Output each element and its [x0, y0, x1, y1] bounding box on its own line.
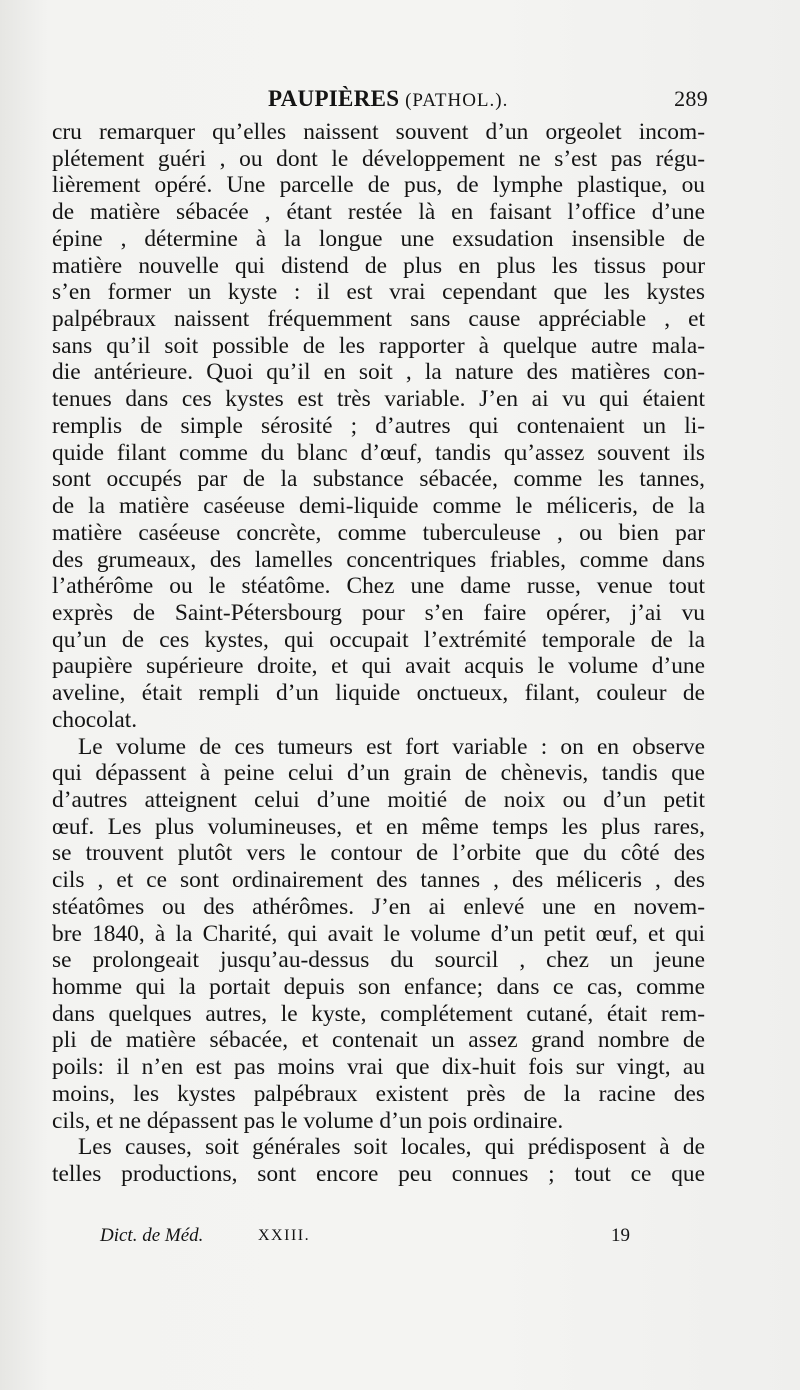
text-line: des grumeaux, des lamelles concentriques friables, comme dans: [52, 546, 705, 573]
text-line: de la matière caséeuse demi-liquide comme le méliceris, de la: [52, 493, 705, 520]
header-title-main: PAUPIÈRES: [268, 86, 400, 111]
text-line: d’autres atteignent celui d’une moitié de noix ou d’un petit: [52, 786, 705, 813]
text-line: remplis de simple sérosité ; d’autres qui contenaient un li-: [52, 412, 705, 439]
text-line: matière nouvelle qui distend de plus en plus les tissus pour: [52, 252, 705, 279]
text-line: bre 1840, à la Charité, qui avait le volume d’un petit œuf, et qui: [52, 920, 705, 947]
text-line: cru remarquer qu’elles naissent souvent d’un orgeolet incom-: [52, 119, 705, 145]
footer-signature: Dict. de Méd.: [100, 1225, 204, 1246]
text-line: homme qui la portait depuis son enfance; dans ce cas, comme: [52, 974, 705, 1000]
text-line: matière caséeuse concrète, comme tuberculeuse , ou bien par: [52, 519, 705, 546]
text-line: se trouvent plutôt vers le contour de l’orbite que du côté des: [52, 840, 705, 867]
text-line: œuf. Les plus volumineuses, et en même temps les plus rares,: [52, 813, 705, 840]
text-line: palpébraux naissent fréquemment sans cause appréciable , et: [52, 306, 705, 333]
footer-volume: XXIII.: [258, 1227, 311, 1244]
page-number: 289: [674, 86, 708, 111]
running-header: [268, 86, 708, 116]
text-line: exprès de Saint-Pétersbourg pour s’en faire opérer, j’ai vu: [52, 599, 705, 626]
text-line: moins, les kystes palpébraux existent près de la racine des: [52, 1080, 705, 1107]
text-line: sont occupés par de la substance sébacée, comme les tannes,: [52, 466, 705, 493]
body-text: [52, 119, 705, 1188]
text-line: de matière sébacée , étant restée là en faisant l’office d’une: [52, 199, 705, 226]
text-line: paupière supérieure droite, et qui avait acquis le volume d’une: [52, 653, 705, 680]
text-line: quide filant comme du blanc d’œuf, tandis qu’assez souvent ils: [52, 439, 705, 466]
text-line: stéatômes ou des athérômes. J’en ai enlevé une en novem-: [52, 893, 705, 920]
text-line: plétement guéri , ou dont le développement ne s’est pas régu-: [52, 145, 705, 172]
text-line: poils: il n’en est pas moins vrai que dix-huit fois sur vingt, au: [52, 1054, 705, 1081]
text-line: Le volume de ces tumeurs est fort variable : on en observe: [78, 733, 705, 760]
text-line: cils, et ne dépassent pas le volume d’un pois ordinaire.: [52, 1107, 564, 1134]
header-title: [268, 86, 508, 112]
text-line: dans quelques autres, le kyste, complétement cutané, était rem-: [52, 1000, 705, 1027]
text-line: telles productions, sont encore peu connues ; tout ce que: [52, 1161, 705, 1188]
text-line: se prolongeait jusqu’au-dessus du sourcil , chez un jeune: [52, 947, 705, 974]
text-line: die antérieure. Quoi qu’il en soit , la nature des matières con-: [52, 359, 705, 386]
text-line: qu’un de ces kystes, qui occupait l’extrémité temporale de la: [52, 626, 705, 653]
footer-sheet-number: 19: [611, 1225, 630, 1246]
text-line: Les causes, soit générales soit locales, qui prédisposent à de: [78, 1134, 705, 1161]
text-line: lièrement opéré. Une parcelle de pus, de lymphe plastique, ou: [52, 172, 705, 199]
header-subtitle: (PATHOL.).: [399, 90, 509, 111]
text-line: s’en former un kyste : il est vrai cependant que les kystes: [52, 279, 705, 306]
text-line: tenues dans ces kystes est très variable. J’en ai vu qui étaient: [52, 386, 705, 413]
text-line: cils , et ce sont ordinairement des tannes , des méliceris , des: [52, 867, 705, 894]
text-line: qui dépassent à peine celui d’un grain de chènevis, tandis que: [52, 760, 705, 787]
text-line: l’athérôme ou le stéatôme. Chez une dame russe, venue tout: [52, 573, 705, 600]
text-line: sans qu’il soit possible de les rapporter à quelque autre mala-: [52, 332, 705, 359]
text-line: épine , détermine à la longue une exsudation insensible de: [52, 225, 705, 252]
page-footer: [100, 1225, 630, 1255]
text-line: aveline, était rempli d’un liquide onctueux, filant, couleur de: [52, 680, 705, 707]
text-line: chocolat.: [52, 706, 138, 733]
text-line: pli de matière sébacée, et contenait un assez grand nombre de: [52, 1027, 705, 1054]
